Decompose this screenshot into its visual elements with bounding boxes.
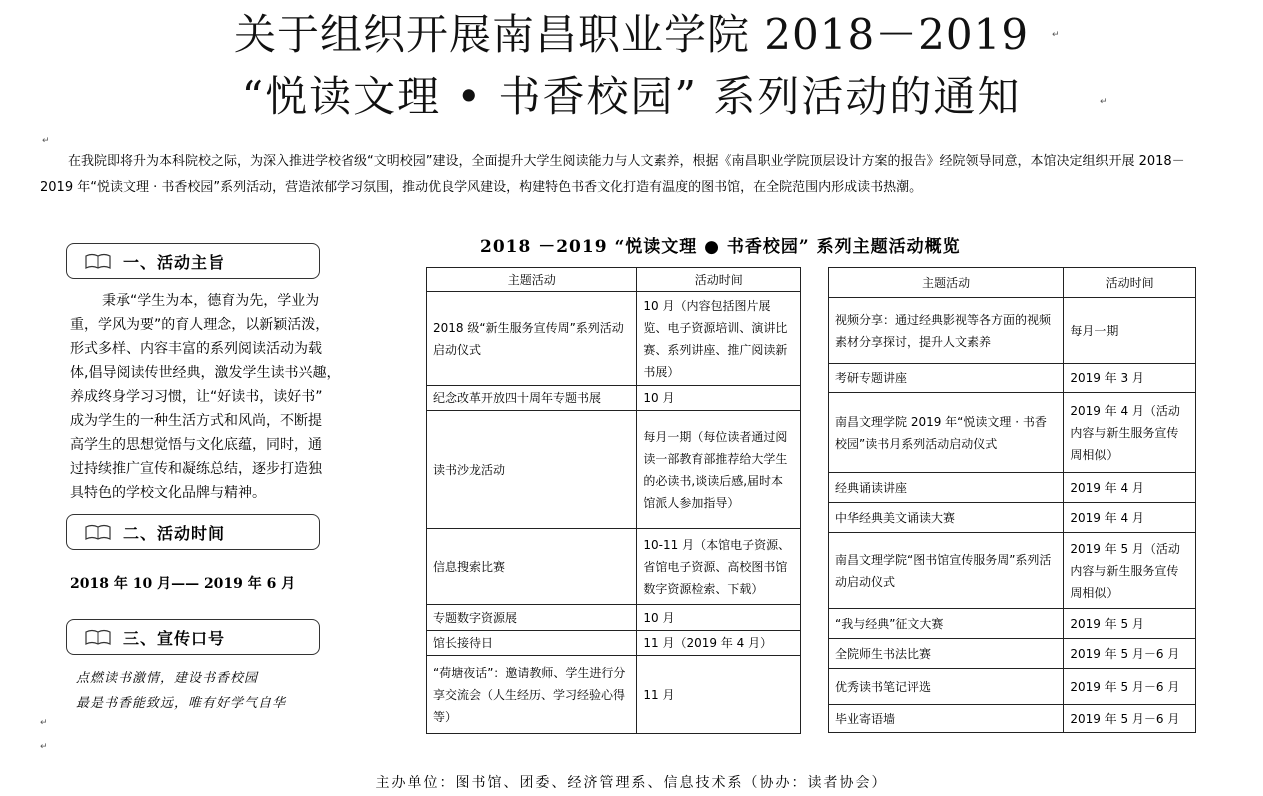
activity-cell: 考研专题讲座 [829, 364, 1064, 393]
table-row [829, 503, 1196, 533]
overview-table-left [426, 267, 801, 734]
time-cell: 10 月 [637, 605, 801, 631]
time-cell: 2019 年 5 月－6 月 [1064, 669, 1196, 705]
slogan-line-1: 点燃读书激情，建设书香校园 [76, 671, 259, 686]
return-mark-icon: ↵ [42, 136, 50, 146]
table-row [427, 411, 801, 529]
table-header-row [829, 268, 1196, 298]
time-cell: 2019 年 5 月－6 月 [1064, 639, 1196, 669]
activity-cell: 全院师生书法比赛 [829, 639, 1064, 669]
purpose-line: 具特色的学校文化品牌与精神。 [70, 485, 266, 501]
time-cell: 10 月 [637, 386, 801, 411]
table-row [427, 292, 801, 386]
time-cell: 2019 年 3 月 [1064, 364, 1196, 393]
organizers-footer: 主办单位：图书馆、团委、经济管理系、信息技术系（协办：读者协会） [375, 775, 888, 791]
activity-cell: 馆长接待日 [427, 631, 637, 656]
section-slogan-header [66, 619, 320, 655]
return-mark-icon: ↵ [1052, 30, 1060, 40]
purpose-line: 体,倡导阅读传世经典，激发学生读书兴趣， [70, 365, 341, 381]
activity-cell: 2018 级“新生服务宣传周”系列活动启动仪式 [427, 292, 637, 386]
activity-time-value: 2018 年 10 月—— 2019 年 6 月 [70, 576, 296, 592]
book-icon [85, 253, 111, 269]
time-cell: 2019 年 4 月 [1064, 503, 1196, 533]
table-header-row [427, 268, 801, 292]
activity-cell: 经典诵读讲座 [829, 473, 1064, 503]
activity-cell: 纪念改革开放四十周年专题书展 [427, 386, 637, 411]
header-activity: 主题活动 [829, 268, 1064, 298]
time-cell: 11 月（2019 年 4 月） [637, 631, 801, 656]
header-time: 活动时间 [637, 268, 801, 292]
title-line-2: “悦读文理 • 书香校园” 系列活动的通知 [241, 72, 1022, 121]
activity-cell: 专题数字资源展 [427, 605, 637, 631]
purpose-line: 成为学生的一种生活方式和风尚，不断提 [70, 413, 322, 429]
table-row [829, 533, 1196, 609]
book-icon [85, 524, 111, 540]
activity-cell: 视频分享：通过经典影视等各方面的视频素材分享探讨，提升人文素养 [829, 298, 1064, 364]
time-cell: 2019 年 5 月－6 月 [1064, 705, 1196, 733]
table-row [829, 639, 1196, 669]
time-cell: 2019 年 5 月 [1064, 609, 1196, 639]
purpose-line: 重，学风为要”的育人理念，以新颖活泼， [70, 317, 330, 333]
activity-cell: 南昌文理学院 2019 年“悦读文理 · 书香校园”读书月系列活动启动仪式 [829, 393, 1064, 473]
header-time: 活动时间 [1064, 268, 1196, 298]
time-cell: 2019 年 4 月（活动内容与新生服务宣传周相似） [1064, 393, 1196, 473]
table-row [427, 605, 801, 631]
table-row [427, 386, 801, 411]
table-row [829, 473, 1196, 503]
section-time-header [66, 514, 320, 550]
header-activity: 主题活动 [427, 268, 637, 292]
book-icon [85, 629, 111, 645]
activity-cell: 优秀读书笔记评选 [829, 669, 1064, 705]
overview-table-right [828, 267, 1196, 733]
purpose-line: 养成终身学习习惯，让“好读书，读好书” [70, 389, 323, 405]
table-row [427, 656, 801, 734]
section-purpose-header [66, 243, 320, 279]
return-mark-icon: ↵ [1100, 97, 1108, 107]
time-cell: 2019 年 4 月 [1064, 473, 1196, 503]
purpose-text [70, 289, 380, 505]
overview-title: 2018 －2019 “悦读文理 ● 书香校园” 系列主题活动概览 [480, 237, 961, 257]
activity-cell: 中华经典美文诵读大赛 [829, 503, 1064, 533]
activity-cell: “荷塘夜话”：邀请教师、学生进行分享交流会（人生经历、学习经验心得等） [427, 656, 637, 734]
time-cell: 10-11 月（本馆电子资源、省馆电子资源、高校图书馆数字资源检索、下载） [637, 529, 801, 605]
time-cell: 11 月 [637, 656, 801, 734]
table-row [829, 705, 1196, 733]
activity-cell: 读书沙龙活动 [427, 411, 637, 529]
purpose-line: 高学生的思想觉悟与文化底蕴，同时，通 [70, 437, 322, 453]
intro-paragraph: 在我院即将升为本科院校之际，为深入推进学校省级“文明校园”建设，全面提升大学生阅读能力与人文素养，根据《南昌职业学院顶层设计方案的报告》经院领导同意，本馆决定组织开展 2018－2019 年“悦读文理 · 书香校园”系列活动，营造浓郁学习氛围，推动优良学风建设，构建特色书香文化打造有温度的图书馆，在全院范围内形成读书热潮。 [40, 154, 1185, 195]
table-row [829, 393, 1196, 473]
activity-cell: 南昌文理学院“图书馆宣传服务周”系列活动启动仪式 [829, 533, 1064, 609]
table-row [829, 298, 1196, 364]
activity-cell: “我与经典”征文大赛 [829, 609, 1064, 639]
time-cell: 10 月（内容包括图片展览、电子资源培训、演讲比赛、系列讲座、推广阅读新书展） [637, 292, 801, 386]
return-mark-icon: ↵ [40, 742, 48, 752]
activity-cell: 信息搜索比赛 [427, 529, 637, 605]
time-cell: 每月一期 [1064, 298, 1196, 364]
time-cell: 每月一期（每位读者通过阅读一部教育部推荐给大学生的必读书,谈读后感,届时本馆派人参加指导） [637, 411, 801, 529]
table-row [427, 529, 801, 605]
table-row [829, 364, 1196, 393]
purpose-line: 过持续推广宣传和凝练总结，逐步打造独 [70, 461, 322, 477]
section-title: 三、宣传口号 [123, 629, 226, 648]
table-row [427, 631, 801, 656]
section-title: 一、活动主旨 [123, 253, 226, 272]
title-line-1: 关于组织开展南昌职业学院 2018－2019 [233, 10, 1030, 59]
activity-cell: 毕业寄语墙 [829, 705, 1064, 733]
purpose-line: 秉承“学生为本，德育为先，学业为 [102, 293, 320, 309]
purpose-line: 形式多样、内容丰富的系列阅读活动为载 [70, 341, 322, 357]
table-row [829, 669, 1196, 705]
slogan-line-2: 最是书香能致远，唯有好学气自华 [76, 696, 287, 711]
time-cell: 2019 年 5 月（活动内容与新生服务宣传周相似） [1064, 533, 1196, 609]
table-row [829, 609, 1196, 639]
section-title: 二、活动时间 [123, 524, 226, 543]
return-mark-icon: ↵ [40, 718, 48, 728]
